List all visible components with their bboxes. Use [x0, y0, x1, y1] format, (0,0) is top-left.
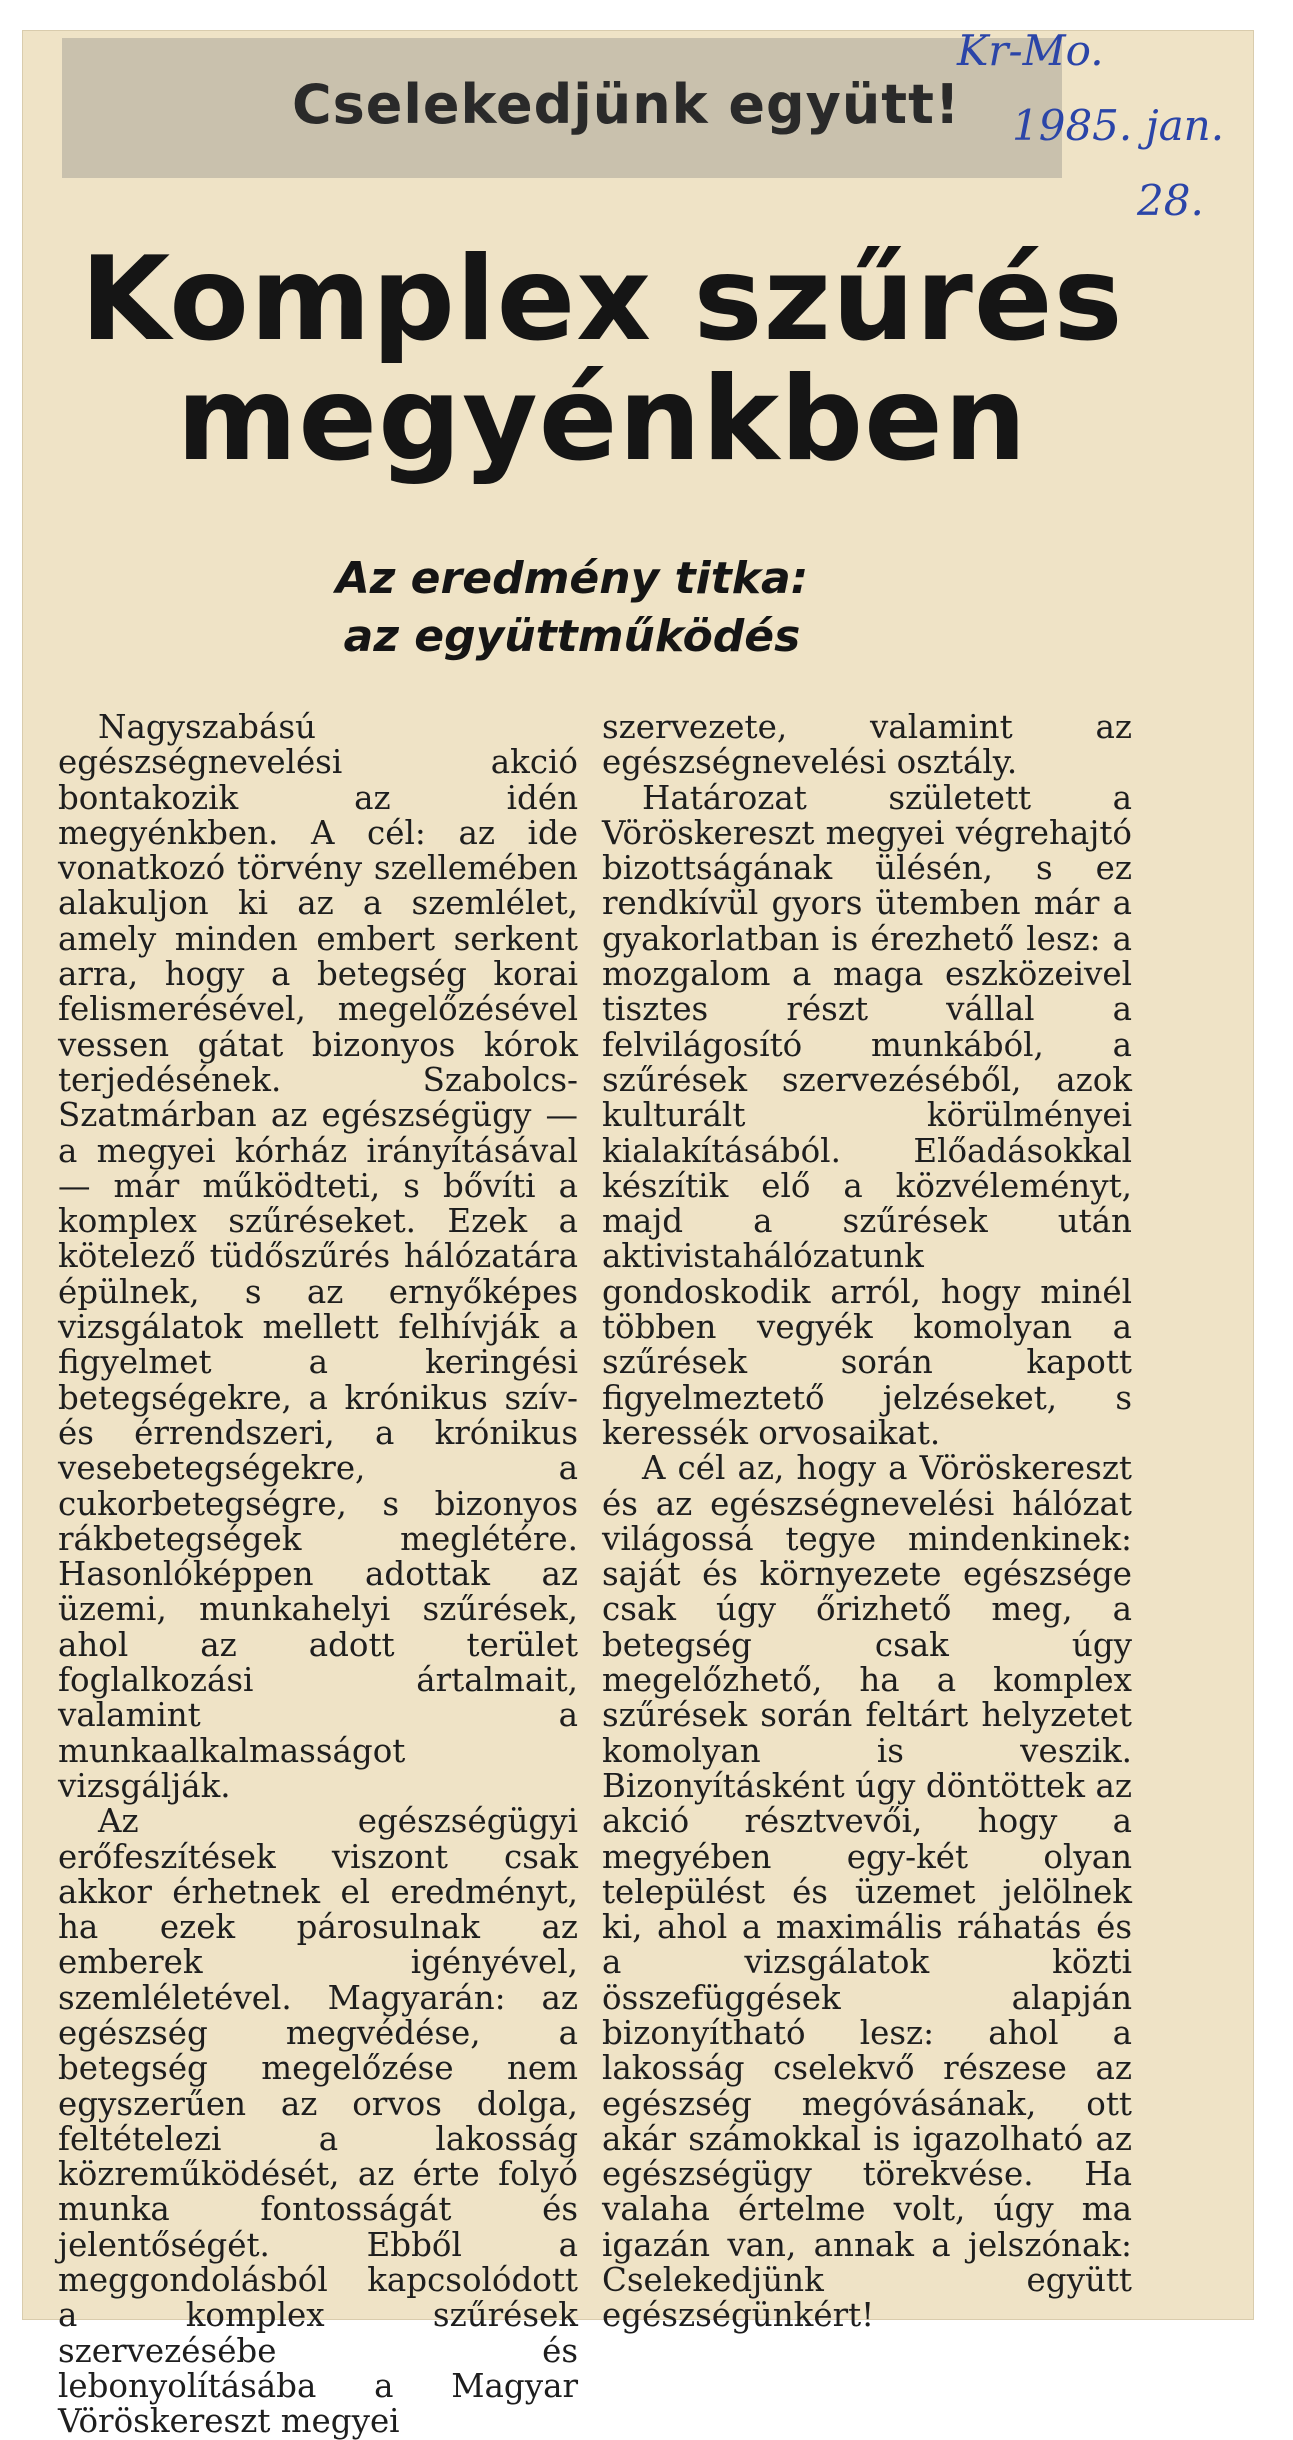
subheadline-line-1: Az eredmény titka: — [335, 553, 809, 604]
paragraph: Az egészségügyi erőfeszítések viszont csak akkor érhetnek el eredményt, ha ezek párosulnak az emberek igényével, szemléletével. Magyarán: az egészség megvédése, a betegség megelőzése nem egyszerűen az orvos dolga, feltételezi a lakosság közreműködését, az érte folyó munka fontosságát és jelentőségét. Ebből a meggondolásból kapcsolódott a komplex szűrések szervezésébe és lebonyolításába a Magyar Vöröskereszt megyei — [58, 1802, 578, 2440]
newspaper-clipping — [22, 26, 1254, 2440]
handwritten-note-date: 1985. jan. — [1012, 101, 1225, 150]
banner — [62, 38, 1062, 178]
article-column-right — [602, 710, 1132, 2334]
banner-title: Cselekedjünk együtt! — [292, 73, 961, 136]
subheadline — [172, 550, 972, 666]
handwritten-note-source: Kr-Mo. — [957, 26, 1104, 75]
subheadline-line-2: az együttműködés — [343, 611, 801, 662]
headline-line-1: Komplex szűrés — [80, 232, 1124, 367]
article-column-left — [58, 710, 578, 2440]
headline — [52, 232, 1152, 487]
headline-line-2: megyénkben — [176, 352, 1028, 487]
paragraph: szervezete, valamint az egészségnevelési osztály. — [602, 708, 1132, 782]
paragraph: Határozat született a Vöröskereszt megyei végrehajtó bizottságának ülésén, s ez rendkívül gyors ütemben már a gyakorlatban is érezhető lesz: a mozgalom a maga eszközeivel tisztes részt vállal a felvilágosító munkából, a szűrések szervezéséből, azok kulturált körülményei kialakításából. Előadásokkal készítik elő a közvéleményt, majd a szűrések után aktivistahálózatunk gondoskodik arról, hogy minél többen vegyék komolyan a szűrések során kapott figyelmeztető jelzéseket, s keressék orvosaikat. — [602, 778, 1132, 1452]
paragraph: A cél az, hogy a Vöröskereszt és az egészségnevelési hálózat világossá tegye mindenkinek: saját és környezete egészsége csak úgy őrizhető meg, a betegség csak úgy megelőzhető, ha a komplex szűrések során feltárt helyzetet komolyan is veszik. Bizonyításként úgy döntöttek az akció résztvevői, hogy a megyében egy-két olyan települést és üzemet jelölnek ki, ahol a maximális ráhatás és a vizsgálatok közti összefüggések alapján bizonyítható lesz: ahol a lakosság cselekvő részese az egészség megóvásának, ott akár számokkal is igazolható az egészségügy törekvése. Ha valaha értelme volt, úgy ma igazán van, annak a jelszónak: Cselekedjünk együtt egészségünkért! — [602, 1449, 1132, 2335]
handwritten-note-day: 28. — [1137, 176, 1204, 225]
paragraph: Nagyszabású egészségnevelési akció bontakozik az idén megyénkben. A cél: az ide vonatkozó törvény szellemében alakuljon ki az a szemlélet, amely minden embert serkent arra, hogy a betegség korai felismerésével, megelőzésével vessen gátat bizonyos kórok terjedésének. Szabolcs-Szatmárban az egészségügy — a megyei kórház irányításával — már működteti, s bővíti a komplex szűréseket. Ezek a kötelező tüdőszűrés hálózatára épülnek, s az ernyőképes vizsgálatok mellett felhívják a figyelmet a keringési betegségekre, a krónikus szív- és érrendszeri, a krónikus vesebetegségekre, a cukorbetegségre, s bizonyos rákbetegségek meglétére. Hasonlóképpen adottak az üzemi, munkahelyi szűrések, ahol az adott terület foglalkozási ártalmait, valamint a munkaalkalmasságot vizsgálják. — [58, 708, 578, 1805]
